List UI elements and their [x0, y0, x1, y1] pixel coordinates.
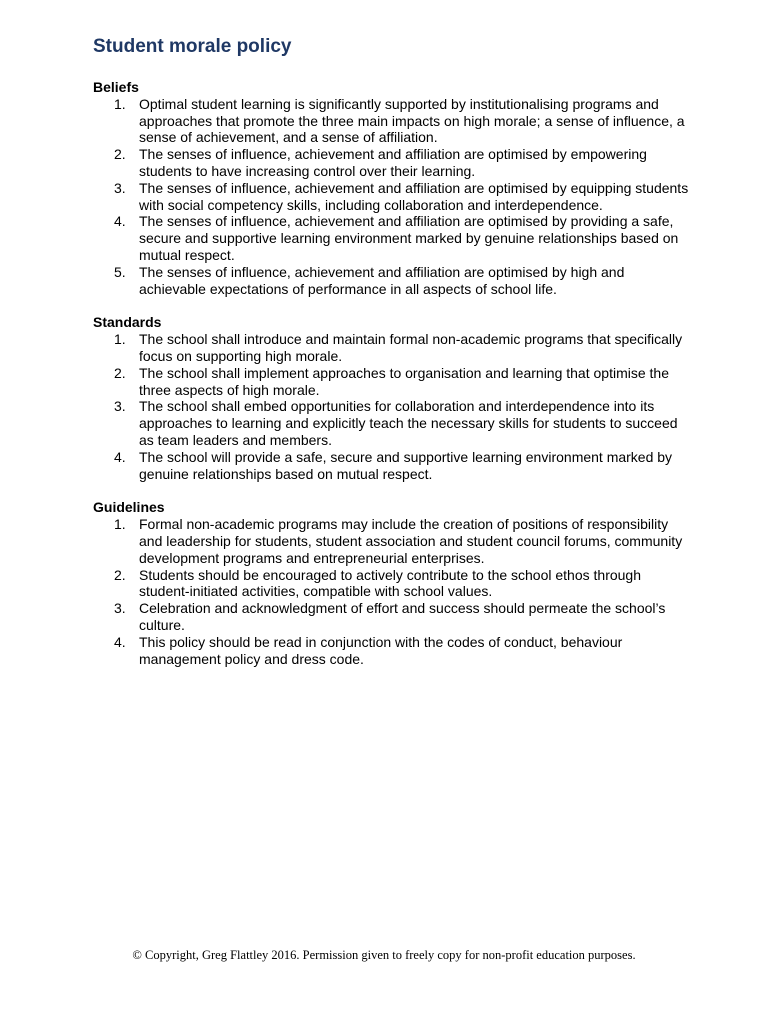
item-number: 4.: [114, 213, 126, 230]
item-number: 1.: [114, 331, 126, 348]
section-heading: Guidelines: [93, 499, 165, 516]
page-title: Student morale policy: [93, 36, 292, 57]
item-number: 5.: [114, 263, 126, 280]
list-item: [93, 449, 693, 483]
section-heading: Beliefs: [93, 79, 139, 95]
item-number: 4.: [114, 448, 126, 465]
item-number: 2.: [114, 146, 126, 163]
list-item: [93, 600, 693, 634]
section-heading: Standards: [93, 314, 162, 331]
section-guidelines: [93, 499, 693, 667]
item-number: 2.: [114, 364, 126, 381]
item-text: The school shall introduce and maintain formal non-academic programs that specifically focus on supporting high morale.: [139, 331, 683, 364]
item-text: The school will provide a safe, secure and supportive learning environment marked by genuine relationships based on mutual respect.: [139, 448, 673, 482]
item-text: The school shall embed opportunities for collaboration and interdependence into its approaches to learning and explicitly teach the necessary skills for students to succeed as team leaders and members.: [139, 398, 678, 448]
document-page: [93, 34, 693, 684]
list-item: [93, 264, 693, 298]
list-item: [93, 96, 693, 146]
item-number: 2.: [114, 566, 126, 583]
item-number: 1.: [114, 95, 126, 112]
item-text: The senses of influence, achievement and affiliation are optimised by high and achievable expectations of performance in all aspects of school life.: [139, 263, 625, 297]
section-standards: [93, 314, 693, 482]
item-number: 1.: [114, 516, 126, 533]
item-text: The school shall implement approaches to organisation and learning that optimise the three aspects of high morale.: [139, 364, 669, 398]
item-number: 3.: [114, 398, 126, 415]
beliefs-list: [93, 96, 693, 298]
list-item: [93, 567, 693, 601]
list-item: [93, 213, 693, 263]
list-item: [93, 365, 693, 399]
list-item: [93, 634, 693, 668]
item-text: Celebration and acknowledgment of effort and success should permeate the school’s culture.: [139, 600, 666, 633]
item-text: Optimal student learning is significantly supported by institutionalising programs and approaches that promote the three main impacts on high morale; a sense of influence, a sense of achievement, and a sense of affiliation.: [139, 95, 685, 146]
item-number: 3.: [114, 600, 126, 617]
list-item: [93, 516, 693, 566]
item-text: Students should be encouraged to actively contribute to the school ethos through student-initiated activities, compatible with school values.: [139, 566, 642, 600]
item-text: This policy should be read in conjunction with the codes of conduct, behaviour management policy and dress code.: [139, 633, 623, 667]
list-item: [93, 146, 693, 180]
item-number: 4.: [114, 633, 126, 650]
list-item: [93, 180, 693, 214]
guidelines-list: [93, 516, 693, 667]
item-text: Formal non-academic programs may include the creation of positions of responsibility and leadership for students, student association and student council forums, community development programs and entrepreneurial enterprises.: [139, 516, 683, 566]
standards-list: [93, 331, 693, 482]
item-number: 3.: [114, 179, 126, 196]
section-beliefs: [93, 79, 693, 297]
item-text: The senses of influence, achievement and affiliation are optimised by equipping students with social competency skills, including collaboration and interdependence.: [139, 179, 689, 213]
list-item: [93, 398, 693, 448]
item-text: The senses of influence, achievement and affiliation are optimised by empowering students to have increasing control over their learning.: [139, 146, 647, 179]
copyright-footer: © Copyright, Greg Flattley 2016. Permission given to freely copy for non-profit education purposes.: [132, 948, 636, 962]
list-item: [93, 331, 693, 365]
item-text: The senses of influence, achievement and affiliation are optimised by providing a safe, secure and supportive learning environment marked by genuine relationships based on mutual respect.: [139, 213, 679, 263]
